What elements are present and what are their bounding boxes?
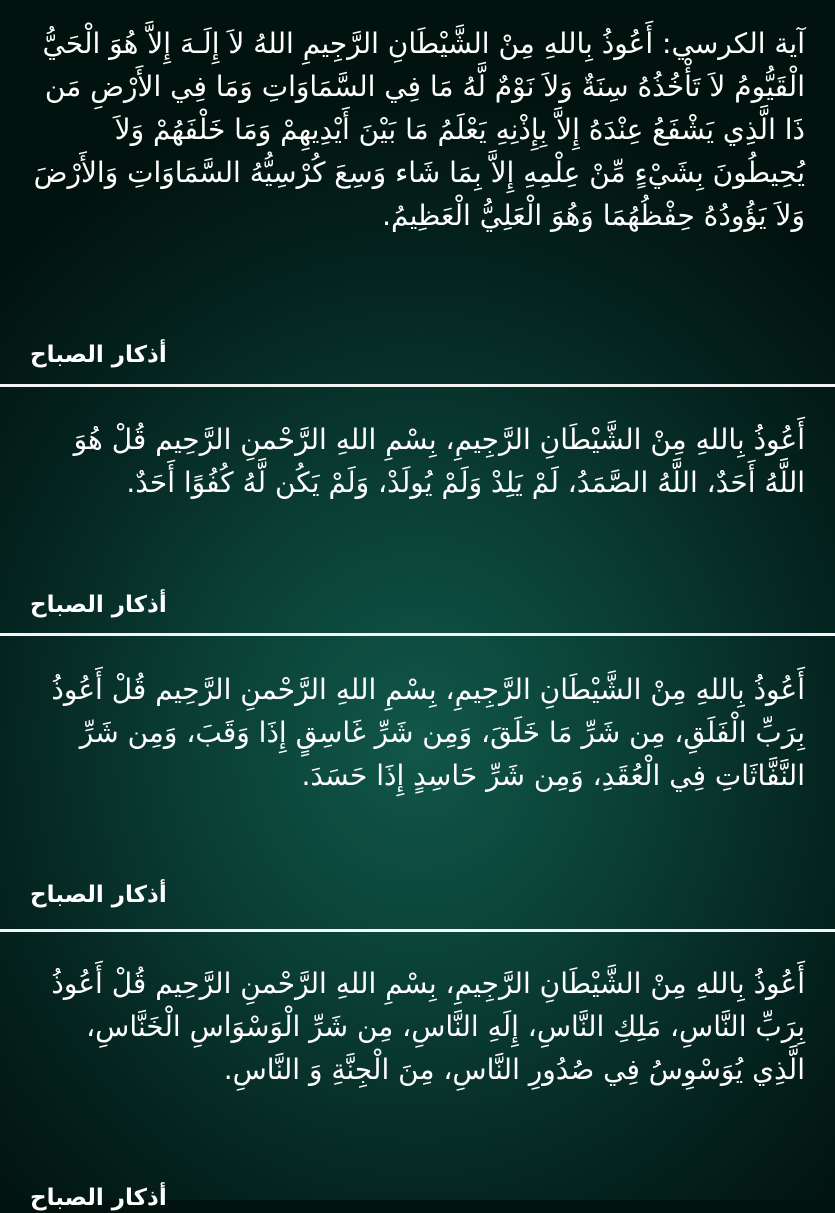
divider — [0, 384, 835, 387]
zikr-text: أَعُوذُ بِاللهِ مِنْ الشَّيْطَانِ الرَّجِيمِ، بِسْمِ اللهِ الرَّحْمنِ الرَّحِيم قُلْ أَعُوذُ بِرَبِّ النَّاسِ، مَلِكِ النَّاسِ، إِلَهِ النَّاسِ، مِن شَرِّ الْوَسْوَاسِ الْخَنَّاسِ، الَّذِي يُوَسْوِسُ فِي صُدُورِ النَّاسِ، مِنَ الْجِنَّةِ وَ النَّاسِ. — [51, 967, 805, 1086]
category-label: أذكار الصباح — [30, 882, 167, 908]
zikr-text: آية الكرسي: أَعُوذُ بِاللهِ مِنْ الشَّيْطَانِ الرَّجِيمِ اللهُ لاَ إِلَـهَ إِلاَّ هُوَ الْحَيُّ الْقَيُّومُ لاَ تَأْخُذُهُ سِنَةٌ وَلاَ نَوْمٌ لَّهُ مَا فِي السَّمَاوَاتِ وَمَا فِي الأَرْضِ مَن ذَا الَّذِي يَشْفَعُ عِنْدَهُ إِلاَّ بِإِذْنِهِ يَعْلَمُ مَا بَيْنَ أَيْدِيهِمْ وَمَا خَلْفَهُمْ وَلاَ يُحِيطُونَ بِشَيْءٍ مِّنْ عِلْمِهِ إِلاَّ بِمَا شَاء وَسِعَ كُرْسِيُّهُ السَّمَاوَاتِ وَالأَرْضَ وَلاَ يَؤُودُهُ حِفْظُهُمَا وَهُوَ الْعَلِيُّ الْعَظِيمُ. — [33, 27, 805, 232]
zikr-card[interactable] — [0, 668, 835, 797]
category-label: أذكار الصباح — [30, 1185, 167, 1211]
divider — [0, 929, 835, 932]
zikr-card[interactable] — [0, 962, 835, 1091]
zikr-card[interactable] — [0, 22, 835, 237]
zikr-text: أَعُوذُ بِاللهِ مِنْ الشَّيْطَانِ الرَّجِيمِ، بِسْمِ اللهِ الرَّحْمنِ الرَّحِيم قُلْ أَعُوذُ بِرَبِّ الْفَلَقِ، مِن شَرِّ مَا خَلَقَ، وَمِن شَرِّ غَاسِقٍ إِذَا وَقَبَ، وَمِن شَرِّ النَّفَّاثَاتِ فِي الْعُقَدِ، وَمِن شَرِّ حَاسِدٍ إِذَا حَسَدَ. — [51, 673, 805, 792]
zikr-card[interactable] — [0, 418, 835, 504]
category-label: أذكار الصباح — [30, 342, 167, 368]
divider — [0, 633, 835, 636]
zikr-text: أَعُوذُ بِاللهِ مِنْ الشَّيْطَانِ الرَّجِيمِ، بِسْمِ اللهِ الرَّحْمنِ الرَّحِيم قُلْ هُوَ اللَّهُ أَحَدٌ، اللَّهُ الصَّمَدُ، لَمْ يَلِدْ وَلَمْ يُولَدْ، وَلَمْ يَكُن لَّهُ كُفُوًا أَحَدٌ. — [73, 423, 805, 499]
category-label: أذكار الصباح — [30, 592, 167, 618]
